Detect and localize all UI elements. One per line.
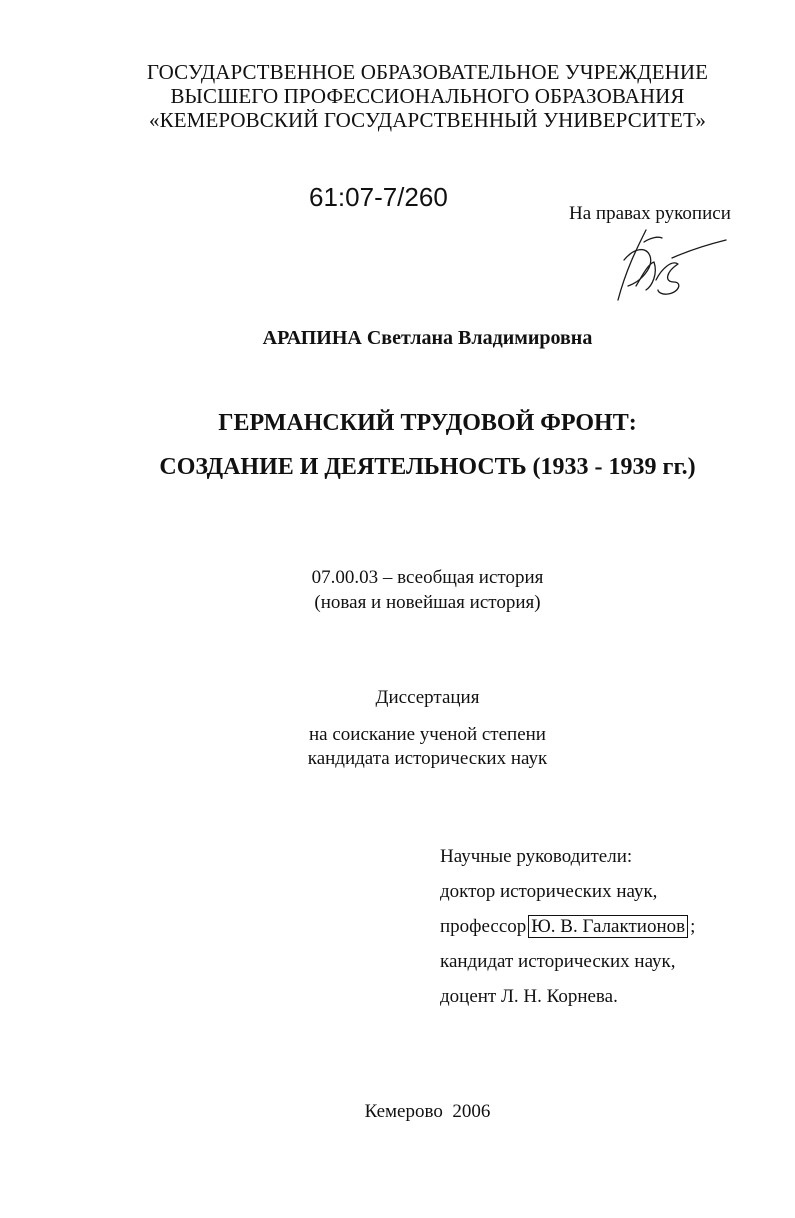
- specialty-detail: (новая и новейшая история): [314, 592, 541, 613]
- degree-line-2: кандидата исторических наук: [307, 748, 548, 769]
- first-supervisor-name: Ю. В. Галактионов: [528, 915, 688, 938]
- dissertation-title-line-1: ГЕРМАНСКИЙ ТРУДОВОЙ ФРОНТ:: [218, 410, 637, 436]
- first-supervisor-line: [440, 915, 695, 939]
- first-supervisor-title: профессор: [440, 916, 527, 937]
- second-supervisor-name: доцент Л. Н. Корнева.: [440, 986, 618, 1007]
- first-supervisor-suffix: ;: [690, 916, 696, 937]
- catalog-code: 61:07-7/260: [309, 182, 448, 212]
- institution-line-3: «КЕМЕРОВСКИЙ ГОСУДАРСТВЕННЫЙ УНИВЕРСИТЕТ»: [149, 108, 706, 132]
- dissertation-title-line-2: СОЗДАНИЕ И ДЕЯТЕЛЬНОСТЬ (1933 - 1939 гг.): [159, 454, 696, 480]
- manuscript-rights-note: На правах рукописи: [569, 203, 731, 224]
- institution-line-2: ВЫСШЕГО ПРОФЕССИОНАЛЬНОГО ОБРАЗОВАНИЯ: [170, 84, 685, 108]
- second-supervisor-degree: кандидат исторических наук,: [440, 951, 676, 972]
- supervisors-heading: Научные руководители:: [440, 846, 633, 867]
- document-type: Диссертация: [375, 687, 480, 708]
- first-supervisor-degree: доктор исторических наук,: [440, 881, 658, 902]
- institution-line-1: ГОСУДАРСТВЕННОЕ ОБРАЗОВАТЕЛЬНОЕ УЧРЕЖДЕНИЕ: [146, 60, 709, 84]
- city-and-year: Кемерово 2006: [364, 1101, 491, 1122]
- signature-icon: [606, 220, 731, 310]
- author-name: АРАПИНА Светлана Владимировна: [262, 327, 593, 349]
- degree-line-1: на соискание ученой степени: [309, 724, 546, 745]
- specialty-code: 07.00.03 – всеобщая история: [311, 567, 544, 588]
